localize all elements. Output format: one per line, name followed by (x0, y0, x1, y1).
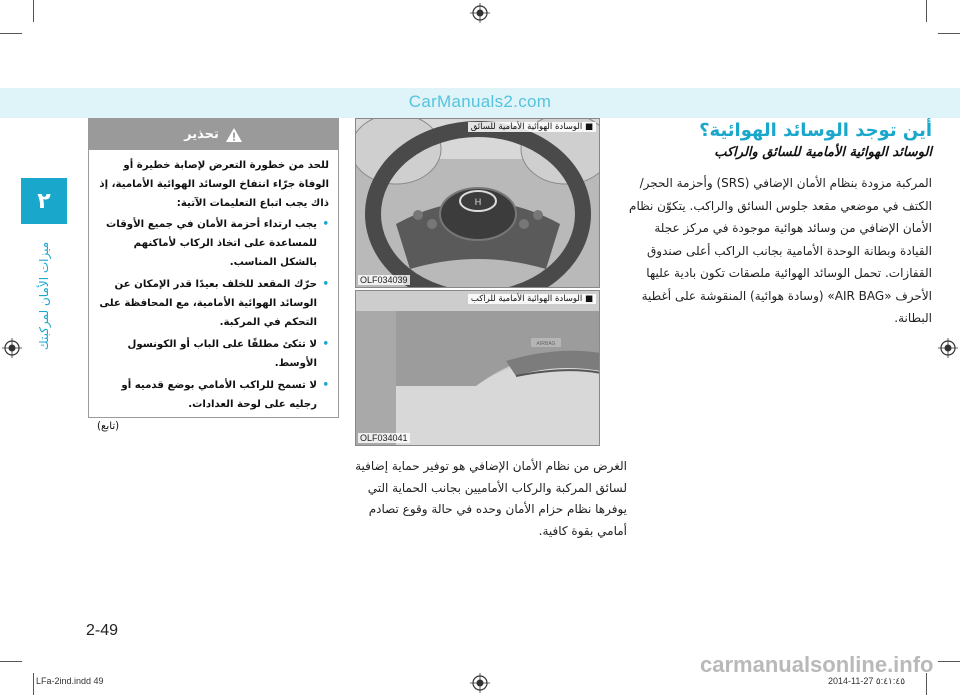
crop-mark (0, 33, 22, 34)
bullet-icon: • (322, 219, 329, 230)
registration-mark-icon (938, 338, 958, 358)
crop-mark (938, 661, 960, 662)
chapter-tab: ٢ (21, 178, 67, 224)
warning-box (88, 118, 339, 432)
list-item: • لا تتكئ مطلقًا على الباب أو الكونسول الأوسط. (97, 335, 317, 373)
photo-caption: ■ الوسادة الهوائية الأمامية للسائق (468, 122, 596, 132)
bullet-icon: • (322, 380, 329, 391)
warning-header (89, 119, 338, 150)
crop-mark (0, 661, 22, 662)
continued-label: (تابع) (97, 421, 120, 432)
bullet-icon: • (322, 339, 329, 350)
crop-mark (926, 0, 927, 22)
site-title[interactable]: CarManuals2.com (408, 92, 552, 111)
section-subheading: الوسائد الهوائية الأمامية للسائق والراكب (714, 145, 932, 160)
photo-code: OLF034039 (360, 275, 408, 285)
svg-text:H: H (474, 197, 482, 207)
dashboard-illustration (356, 291, 600, 446)
footer-file: LFa-2ind.indd 49 (36, 676, 104, 686)
list-item: • يجب ارتداء أحزمة الأمان في جميع الأوقات للمساعدة على اتخاذ الركاب لأماكنهم بالشكل المناسب. (97, 215, 317, 272)
svg-text:AIRBAG: AIRBAG (536, 341, 556, 347)
watermark: carmanualsonline.info (700, 652, 934, 677)
srs-purpose-text: الغرض من نظام الأمان الإضافي هو توفير حماية إضافية لسائق المركبة والركاب الأماميين بجانب الحماية التي يوفرها نظام حزام الأمان وحده في حالة وقوع تصادم أمامي بقوة كافية. (355, 459, 627, 538)
crop-mark (33, 673, 34, 695)
list-item: • لا تسمح للراكب الأمامي بوضع قدميه أو رجليه على لوحة العدادات. (97, 376, 317, 414)
registration-mark-icon (470, 673, 490, 693)
photo-code: OLF034041 (360, 433, 408, 443)
list-item: • حرّك المقعد للخلف بعيدًا قدر الإمكان عن الوسائد الهوائية الأمامية، مع المحافظة على التحكم في المركبة. (97, 275, 317, 332)
warning-intro: للحد من خطورة التعرض لإصابة خطيرة أو الوفاة جرّاء انتفاخ الوسائد الهوائية الأمامية، إذ ذاك يجب اتباع التعليمات الآتية: (99, 160, 329, 209)
warning-list (97, 215, 329, 414)
photo-caption: ■ الوسادة الهوائية الأمامية للراكب (468, 294, 596, 304)
section-paragraph: المركبة مزودة بنظام الأمان الإضافي (SRS) وأحزمة الحجر/الكتف في موضعي مقعد جلوس السائق والراكب. يتكوّن نظام الأمان الإضافي من وسائد هوائية موجودة في مركز عجلة القيادة وبطانة الوحدة الأمامية بجانب الراكب أعلى صندوق القفازات. تحمل الوسائد الهوائية ملصقات تكون بادية عليها الأحرف «AIR BAG» (وسادة هوائية) المنقوشة على أغطية البطانة. (629, 176, 932, 325)
steering-wheel-illustration (356, 119, 600, 288)
crop-mark (33, 0, 34, 22)
section-heading: أين توجد الوسائد الهوائية؟ (699, 120, 932, 141)
registration-mark-icon (470, 3, 490, 23)
driver-airbag-photo (355, 118, 600, 288)
footer-date: 2014-11-27 ٥:٤١:٤٥ (828, 676, 906, 686)
warning-icon (225, 127, 243, 143)
crop-mark (938, 33, 960, 34)
chapter-label: ميزات الأمان لمركبتك (37, 241, 51, 351)
warning-body (89, 150, 338, 440)
passenger-airbag-photo (355, 290, 600, 446)
page-number: 2-49 (86, 622, 119, 639)
bullet-icon: • (322, 279, 329, 290)
warning-title: تحذير (184, 127, 219, 142)
registration-mark-icon (2, 338, 22, 358)
